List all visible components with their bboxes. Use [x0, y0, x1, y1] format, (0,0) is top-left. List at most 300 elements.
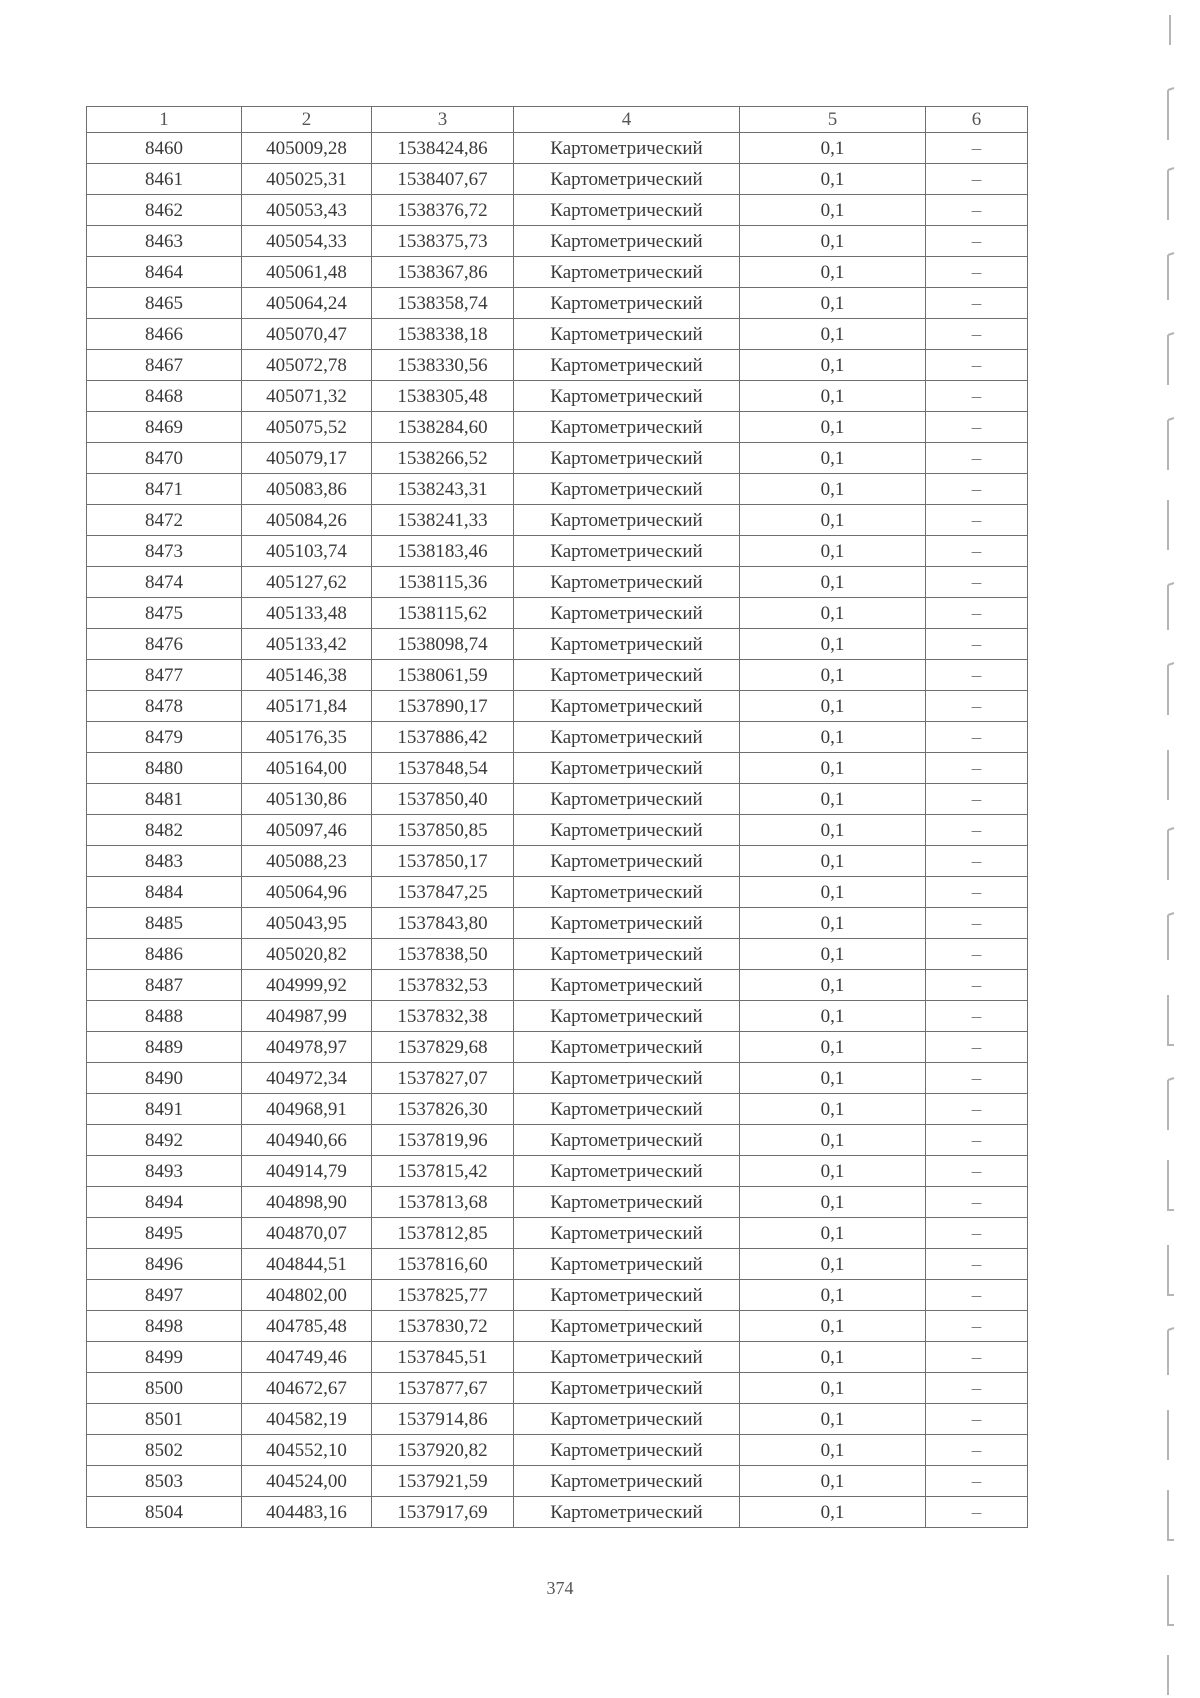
note-cell: – [926, 350, 1028, 381]
table-row [87, 1001, 1028, 1032]
y-coordinate-cell: 1538266,52 [372, 443, 514, 474]
accuracy-cell: 0,1 [740, 815, 926, 846]
note-cell: – [926, 505, 1028, 536]
point-number-cell: 8475 [87, 598, 242, 629]
x-coordinate-cell: 405061,48 [242, 257, 372, 288]
y-coordinate-cell: 1537850,85 [372, 815, 514, 846]
note-cell: – [926, 1497, 1028, 1528]
y-coordinate-cell: 1538284,60 [372, 412, 514, 443]
note-cell: – [926, 1094, 1028, 1125]
accuracy-cell: 0,1 [740, 1125, 926, 1156]
note-cell: – [926, 474, 1028, 505]
method-cell: Картометрический [514, 350, 740, 381]
note-cell: – [926, 133, 1028, 164]
method-cell: Картометрический [514, 474, 740, 505]
table-row [87, 1342, 1028, 1373]
table-row [87, 629, 1028, 660]
method-cell: Картометрический [514, 1342, 740, 1373]
method-cell: Картометрический [514, 691, 740, 722]
table-row [87, 1063, 1028, 1094]
point-number-cell: 8501 [87, 1404, 242, 1435]
page-number: 374 [546, 1578, 574, 1598]
x-coordinate-cell: 405083,86 [242, 474, 372, 505]
point-number-cell: 8487 [87, 970, 242, 1001]
y-coordinate-cell: 1537829,68 [372, 1032, 514, 1063]
method-cell: Картометрический [514, 381, 740, 412]
table-row [87, 1373, 1028, 1404]
method-cell: Картометрический [514, 722, 740, 753]
point-number-cell: 8493 [87, 1156, 242, 1187]
x-coordinate-cell: 404940,66 [242, 1125, 372, 1156]
accuracy-cell: 0,1 [740, 1373, 926, 1404]
y-coordinate-cell: 1537845,51 [372, 1342, 514, 1373]
point-number-cell: 8483 [87, 846, 242, 877]
table-row [87, 536, 1028, 567]
accuracy-cell: 0,1 [740, 195, 926, 226]
table-row [87, 133, 1028, 164]
y-coordinate-cell: 1538358,74 [372, 288, 514, 319]
x-coordinate-cell: 405171,84 [242, 691, 372, 722]
table-row [87, 1280, 1028, 1311]
point-number-cell: 8471 [87, 474, 242, 505]
table-row [87, 1435, 1028, 1466]
x-coordinate-cell: 405071,32 [242, 381, 372, 412]
method-cell: Картометрический [514, 412, 740, 443]
accuracy-cell: 0,1 [740, 288, 926, 319]
y-coordinate-cell: 1538367,86 [372, 257, 514, 288]
note-cell: – [926, 1311, 1028, 1342]
note-cell: – [926, 1342, 1028, 1373]
x-coordinate-cell: 405133,48 [242, 598, 372, 629]
y-coordinate-cell: 1537819,96 [372, 1125, 514, 1156]
accuracy-cell: 0,1 [740, 970, 926, 1001]
accuracy-cell: 0,1 [740, 1156, 926, 1187]
note-cell: – [926, 288, 1028, 319]
method-cell: Картометрический [514, 1125, 740, 1156]
table-row [87, 722, 1028, 753]
y-coordinate-cell: 1537832,38 [372, 1001, 514, 1032]
note-cell: – [926, 1280, 1028, 1311]
y-coordinate-cell: 1537847,25 [372, 877, 514, 908]
note-cell: – [926, 1404, 1028, 1435]
method-cell: Картометрический [514, 939, 740, 970]
x-coordinate-cell: 405064,24 [242, 288, 372, 319]
point-number-cell: 8474 [87, 567, 242, 598]
method-cell: Картометрический [514, 1001, 740, 1032]
table-row [87, 381, 1028, 412]
x-coordinate-cell: 405072,78 [242, 350, 372, 381]
note-cell: – [926, 1001, 1028, 1032]
x-coordinate-cell: 404749,46 [242, 1342, 372, 1373]
accuracy-cell: 0,1 [740, 536, 926, 567]
x-coordinate-cell: 405020,82 [242, 939, 372, 970]
note-cell: – [926, 629, 1028, 660]
point-number-cell: 8484 [87, 877, 242, 908]
y-coordinate-cell: 1537886,42 [372, 722, 514, 753]
table-header [87, 107, 1028, 133]
accuracy-cell: 0,1 [740, 691, 926, 722]
x-coordinate-cell: 404844,51 [242, 1249, 372, 1280]
coordinates-table [86, 106, 1028, 1528]
point-number-cell: 8498 [87, 1311, 242, 1342]
x-coordinate-cell: 404524,00 [242, 1466, 372, 1497]
y-coordinate-cell: 1538375,73 [372, 226, 514, 257]
y-coordinate-cell: 1537838,50 [372, 939, 514, 970]
table-row [87, 443, 1028, 474]
point-number-cell: 8485 [87, 908, 242, 939]
method-cell: Картометрический [514, 660, 740, 691]
accuracy-cell: 0,1 [740, 784, 926, 815]
table-row [87, 753, 1028, 784]
x-coordinate-cell: 404999,92 [242, 970, 372, 1001]
point-number-cell: 8466 [87, 319, 242, 350]
table-row [87, 226, 1028, 257]
x-coordinate-cell: 405075,52 [242, 412, 372, 443]
y-coordinate-cell: 1537843,80 [372, 908, 514, 939]
x-coordinate-cell: 404987,99 [242, 1001, 372, 1032]
table-row [87, 412, 1028, 443]
x-coordinate-cell: 405064,96 [242, 877, 372, 908]
header-row [87, 107, 1028, 133]
method-cell: Картометрический [514, 815, 740, 846]
y-coordinate-cell: 1537826,30 [372, 1094, 514, 1125]
y-coordinate-cell: 1538243,31 [372, 474, 514, 505]
column-header-5: 5 [740, 107, 926, 133]
table-row [87, 567, 1028, 598]
note-cell: – [926, 1435, 1028, 1466]
point-number-cell: 8472 [87, 505, 242, 536]
y-coordinate-cell: 1537920,82 [372, 1435, 514, 1466]
y-coordinate-cell: 1537850,40 [372, 784, 514, 815]
accuracy-cell: 0,1 [740, 319, 926, 350]
scan-edge-marks [1160, 0, 1200, 1698]
note-cell: – [926, 381, 1028, 412]
x-coordinate-cell: 404898,90 [242, 1187, 372, 1218]
x-coordinate-cell: 405054,33 [242, 226, 372, 257]
y-coordinate-cell: 1537848,54 [372, 753, 514, 784]
accuracy-cell: 0,1 [740, 1187, 926, 1218]
point-number-cell: 8476 [87, 629, 242, 660]
table-row [87, 1497, 1028, 1528]
table-row [87, 660, 1028, 691]
point-number-cell: 8469 [87, 412, 242, 443]
point-number-cell: 8490 [87, 1063, 242, 1094]
table-row [87, 505, 1028, 536]
x-coordinate-cell: 404968,91 [242, 1094, 372, 1125]
method-cell: Картометрический [514, 226, 740, 257]
accuracy-cell: 0,1 [740, 412, 926, 443]
note-cell: – [926, 939, 1028, 970]
column-header-4: 4 [514, 107, 740, 133]
x-coordinate-cell: 405009,28 [242, 133, 372, 164]
x-coordinate-cell: 405053,43 [242, 195, 372, 226]
accuracy-cell: 0,1 [740, 722, 926, 753]
note-cell: – [926, 908, 1028, 939]
method-cell: Картометрический [514, 443, 740, 474]
table-row [87, 939, 1028, 970]
x-coordinate-cell: 405127,62 [242, 567, 372, 598]
accuracy-cell: 0,1 [740, 939, 926, 970]
x-coordinate-cell: 405146,38 [242, 660, 372, 691]
point-number-cell: 8492 [87, 1125, 242, 1156]
point-number-cell: 8460 [87, 133, 242, 164]
accuracy-cell: 0,1 [740, 567, 926, 598]
method-cell: Картометрический [514, 164, 740, 195]
accuracy-cell: 0,1 [740, 350, 926, 381]
y-coordinate-cell: 1538061,59 [372, 660, 514, 691]
x-coordinate-cell: 405164,00 [242, 753, 372, 784]
note-cell: – [926, 1032, 1028, 1063]
method-cell: Картометрический [514, 1156, 740, 1187]
point-number-cell: 8503 [87, 1466, 242, 1497]
accuracy-cell: 0,1 [740, 660, 926, 691]
method-cell: Картометрический [514, 1249, 740, 1280]
method-cell: Картометрический [514, 257, 740, 288]
point-number-cell: 8467 [87, 350, 242, 381]
table-row [87, 350, 1028, 381]
point-number-cell: 8461 [87, 164, 242, 195]
accuracy-cell: 0,1 [740, 629, 926, 660]
note-cell: – [926, 257, 1028, 288]
accuracy-cell: 0,1 [740, 381, 926, 412]
note-cell: – [926, 846, 1028, 877]
point-number-cell: 8502 [87, 1435, 242, 1466]
accuracy-cell: 0,1 [740, 1280, 926, 1311]
point-number-cell: 8482 [87, 815, 242, 846]
y-coordinate-cell: 1537890,17 [372, 691, 514, 722]
method-cell: Картометрический [514, 629, 740, 660]
x-coordinate-cell: 405103,74 [242, 536, 372, 567]
x-coordinate-cell: 405097,46 [242, 815, 372, 846]
point-number-cell: 8478 [87, 691, 242, 722]
note-cell: – [926, 319, 1028, 350]
method-cell: Картометрический [514, 846, 740, 877]
x-coordinate-cell: 405079,17 [242, 443, 372, 474]
point-number-cell: 8473 [87, 536, 242, 567]
point-number-cell: 8465 [87, 288, 242, 319]
y-coordinate-cell: 1537813,68 [372, 1187, 514, 1218]
table-row [87, 1094, 1028, 1125]
method-cell: Картометрический [514, 970, 740, 1001]
point-number-cell: 8491 [87, 1094, 242, 1125]
accuracy-cell: 0,1 [740, 505, 926, 536]
note-cell: – [926, 1187, 1028, 1218]
table-row [87, 970, 1028, 1001]
x-coordinate-cell: 405130,86 [242, 784, 372, 815]
method-cell: Картометрический [514, 598, 740, 629]
x-coordinate-cell: 405025,31 [242, 164, 372, 195]
y-coordinate-cell: 1538305,48 [372, 381, 514, 412]
x-coordinate-cell: 404483,16 [242, 1497, 372, 1528]
accuracy-cell: 0,1 [740, 1001, 926, 1032]
x-coordinate-cell: 404972,34 [242, 1063, 372, 1094]
point-number-cell: 8496 [87, 1249, 242, 1280]
y-coordinate-cell: 1538098,74 [372, 629, 514, 660]
x-coordinate-cell: 404552,10 [242, 1435, 372, 1466]
table-row [87, 319, 1028, 350]
x-coordinate-cell: 405070,47 [242, 319, 372, 350]
table-row [87, 1156, 1028, 1187]
method-cell: Картометрический [514, 1280, 740, 1311]
x-coordinate-cell: 405088,23 [242, 846, 372, 877]
method-cell: Картометрический [514, 784, 740, 815]
table-row [87, 784, 1028, 815]
table-row [87, 1187, 1028, 1218]
x-coordinate-cell: 404785,48 [242, 1311, 372, 1342]
method-cell: Картометрический [514, 319, 740, 350]
y-coordinate-cell: 1537914,86 [372, 1404, 514, 1435]
accuracy-cell: 0,1 [740, 226, 926, 257]
note-cell: – [926, 815, 1028, 846]
accuracy-cell: 0,1 [740, 1466, 926, 1497]
y-coordinate-cell: 1537921,59 [372, 1466, 514, 1497]
accuracy-cell: 0,1 [740, 846, 926, 877]
note-cell: – [926, 226, 1028, 257]
note-cell: – [926, 877, 1028, 908]
accuracy-cell: 0,1 [740, 1342, 926, 1373]
y-coordinate-cell: 1537827,07 [372, 1063, 514, 1094]
column-header-2: 2 [242, 107, 372, 133]
note-cell: – [926, 536, 1028, 567]
point-number-cell: 8480 [87, 753, 242, 784]
point-number-cell: 8477 [87, 660, 242, 691]
x-coordinate-cell: 405084,26 [242, 505, 372, 536]
x-coordinate-cell: 404914,79 [242, 1156, 372, 1187]
note-cell: – [926, 1249, 1028, 1280]
accuracy-cell: 0,1 [740, 1094, 926, 1125]
y-coordinate-cell: 1537917,69 [372, 1497, 514, 1528]
accuracy-cell: 0,1 [740, 1497, 926, 1528]
table-row [87, 1218, 1028, 1249]
note-cell: – [926, 970, 1028, 1001]
column-header-1: 1 [87, 107, 242, 133]
method-cell: Картометрический [514, 1404, 740, 1435]
accuracy-cell: 0,1 [740, 164, 926, 195]
method-cell: Картометрический [514, 1373, 740, 1404]
accuracy-cell: 0,1 [740, 474, 926, 505]
y-coordinate-cell: 1537825,77 [372, 1280, 514, 1311]
point-number-cell: 8468 [87, 381, 242, 412]
accuracy-cell: 0,1 [740, 443, 926, 474]
table-body [87, 133, 1028, 1528]
point-number-cell: 8479 [87, 722, 242, 753]
x-coordinate-cell: 405043,95 [242, 908, 372, 939]
table-row [87, 257, 1028, 288]
method-cell: Картометрический [514, 1311, 740, 1342]
accuracy-cell: 0,1 [740, 598, 926, 629]
point-number-cell: 8499 [87, 1342, 242, 1373]
method-cell: Картометрический [514, 908, 740, 939]
x-coordinate-cell: 404978,97 [242, 1032, 372, 1063]
table-row [87, 1466, 1028, 1497]
y-coordinate-cell: 1538338,18 [372, 319, 514, 350]
y-coordinate-cell: 1538115,36 [372, 567, 514, 598]
accuracy-cell: 0,1 [740, 1218, 926, 1249]
note-cell: – [926, 1156, 1028, 1187]
y-coordinate-cell: 1537832,53 [372, 970, 514, 1001]
note-cell: – [926, 567, 1028, 598]
method-cell: Картометрический [514, 1187, 740, 1218]
x-coordinate-cell: 405176,35 [242, 722, 372, 753]
table-row [87, 846, 1028, 877]
table-row [87, 1404, 1028, 1435]
table-row [87, 474, 1028, 505]
y-coordinate-cell: 1538115,62 [372, 598, 514, 629]
accuracy-cell: 0,1 [740, 257, 926, 288]
y-coordinate-cell: 1537812,85 [372, 1218, 514, 1249]
method-cell: Картометрический [514, 1466, 740, 1497]
method-cell: Картометрический [514, 1094, 740, 1125]
point-number-cell: 8495 [87, 1218, 242, 1249]
note-cell: – [926, 1063, 1028, 1094]
method-cell: Картометрический [514, 1032, 740, 1063]
table-row [87, 598, 1028, 629]
y-coordinate-cell: 1538407,67 [372, 164, 514, 195]
table-row [87, 1311, 1028, 1342]
method-cell: Картометрический [514, 505, 740, 536]
note-cell: – [926, 598, 1028, 629]
y-coordinate-cell: 1537877,67 [372, 1373, 514, 1404]
note-cell: – [926, 753, 1028, 784]
x-coordinate-cell: 404802,00 [242, 1280, 372, 1311]
point-number-cell: 8462 [87, 195, 242, 226]
note-cell: – [926, 164, 1028, 195]
point-number-cell: 8464 [87, 257, 242, 288]
note-cell: – [926, 722, 1028, 753]
method-cell: Картометрический [514, 1497, 740, 1528]
note-cell: – [926, 1466, 1028, 1497]
point-number-cell: 8470 [87, 443, 242, 474]
table-row [87, 877, 1028, 908]
accuracy-cell: 0,1 [740, 1032, 926, 1063]
y-coordinate-cell: 1538241,33 [372, 505, 514, 536]
method-cell: Картометрический [514, 567, 740, 598]
point-number-cell: 8504 [87, 1497, 242, 1528]
table-row [87, 815, 1028, 846]
column-header-3: 3 [372, 107, 514, 133]
note-cell: – [926, 412, 1028, 443]
point-number-cell: 8488 [87, 1001, 242, 1032]
table-row [87, 164, 1028, 195]
x-coordinate-cell: 405133,42 [242, 629, 372, 660]
accuracy-cell: 0,1 [740, 908, 926, 939]
y-coordinate-cell: 1538376,72 [372, 195, 514, 226]
y-coordinate-cell: 1537830,72 [372, 1311, 514, 1342]
column-header-6: 6 [926, 107, 1028, 133]
accuracy-cell: 0,1 [740, 753, 926, 784]
point-number-cell: 8494 [87, 1187, 242, 1218]
method-cell: Картометрический [514, 1218, 740, 1249]
accuracy-cell: 0,1 [740, 1435, 926, 1466]
note-cell: – [926, 1125, 1028, 1156]
point-number-cell: 8481 [87, 784, 242, 815]
note-cell: – [926, 443, 1028, 474]
y-coordinate-cell: 1537816,60 [372, 1249, 514, 1280]
accuracy-cell: 0,1 [740, 1063, 926, 1094]
y-coordinate-cell: 1538424,86 [372, 133, 514, 164]
method-cell: Картометрический [514, 133, 740, 164]
table-row [87, 288, 1028, 319]
method-cell: Картометрический [514, 536, 740, 567]
note-cell: – [926, 784, 1028, 815]
table-row [87, 1125, 1028, 1156]
note-cell: – [926, 691, 1028, 722]
point-number-cell: 8489 [87, 1032, 242, 1063]
method-cell: Картометрический [514, 195, 740, 226]
accuracy-cell: 0,1 [740, 1311, 926, 1342]
note-cell: – [926, 195, 1028, 226]
x-coordinate-cell: 404870,07 [242, 1218, 372, 1249]
